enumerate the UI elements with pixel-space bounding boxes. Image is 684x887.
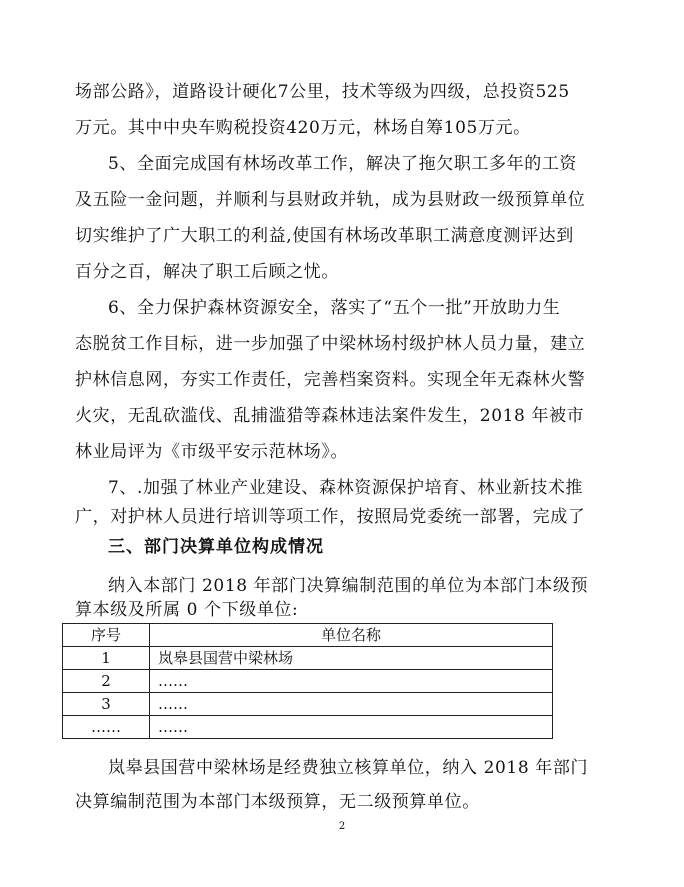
table-row <box>63 670 553 693</box>
paragraph-6-line: 林业局评为《市级平安示范林场》。 <box>75 442 349 462</box>
table-cell-seq: 1 <box>63 647 150 670</box>
table-row <box>63 693 553 716</box>
table-header-row <box>63 624 553 647</box>
paragraph-5-line: 及五险一金问题，并顺利与县财政并轨，成为县财政一级预算单位 <box>75 190 586 210</box>
paragraph-6-line: 护林信息网，夯实工作责任，完善档案资料。实现全年无森林火警 <box>75 370 586 390</box>
table-cell-seq: 3 <box>63 693 150 716</box>
table-header-name: 单位名称 <box>150 624 553 647</box>
paragraph-line: 场部公路》，道路设计硬化7公里，技术等级为四级，总投资525 <box>75 82 570 102</box>
page-number: 2 <box>338 821 346 832</box>
table-cell-name: …… <box>150 693 553 716</box>
paragraph-5-line: 切实维护了广大职工的利益,使国有林场改革职工满意度测评达到 <box>75 226 574 246</box>
paragraph-6-line: 态脱贫工作目标，进一步加强了中梁林场村级护林人员力量，建立 <box>75 334 586 354</box>
table-cell-seq: …… <box>63 716 150 739</box>
intro-line: 算本级及所属 0 个下级单位: <box>75 600 299 620</box>
table-header-seq: 序号 <box>63 624 150 647</box>
table-cell-seq: 2 <box>63 670 150 693</box>
closing-line: 岚皋县国营中梁林场是经费独立核算单位，纳入 2018 年部门 <box>108 758 589 778</box>
table-cell-name: 岚皋县国营中梁林场 <box>150 647 553 670</box>
paragraph-line: 万元。其中中央车购税投资420万元，林场自筹105万元。 <box>75 118 531 138</box>
section-heading: 三、部门决算单位构成情况 <box>108 537 324 557</box>
intro-line: 纳入本部门 2018 年部门决算编制范围的单位为本部门本级预 <box>108 576 589 596</box>
paragraph-6-line: 火灾，无乱砍滥伐、乱捕滥猎等森林违法案件发生，2018 年被市 <box>75 406 585 426</box>
paragraph-7-line: 广，对护林人员进行培训等项工作，按照局党委统一部署，完成了 <box>75 507 586 527</box>
table-row <box>63 647 553 670</box>
closing-line: 决算编制范围为本部门本级预算，无二级预算单位。 <box>75 792 480 812</box>
paragraph-5-line: 5、全面完成国有林场改革工作，解决了拖欠职工多年的工资 <box>108 154 578 174</box>
table-cell-name: …… <box>150 670 553 693</box>
paragraph-7-line: 7、.加强了林业产业建设、森林资源保护培育、林业新技术推 <box>108 478 584 498</box>
table-row <box>63 716 553 739</box>
unit-table <box>62 623 553 739</box>
paragraph-6-line: 6、全力保护森林资源安全，落实了“五个一批”开放助力生 <box>108 298 561 318</box>
table-cell-name: …… <box>150 716 553 739</box>
paragraph-5-line: 百分之百，解决了职工后顾之忧。 <box>75 262 339 282</box>
